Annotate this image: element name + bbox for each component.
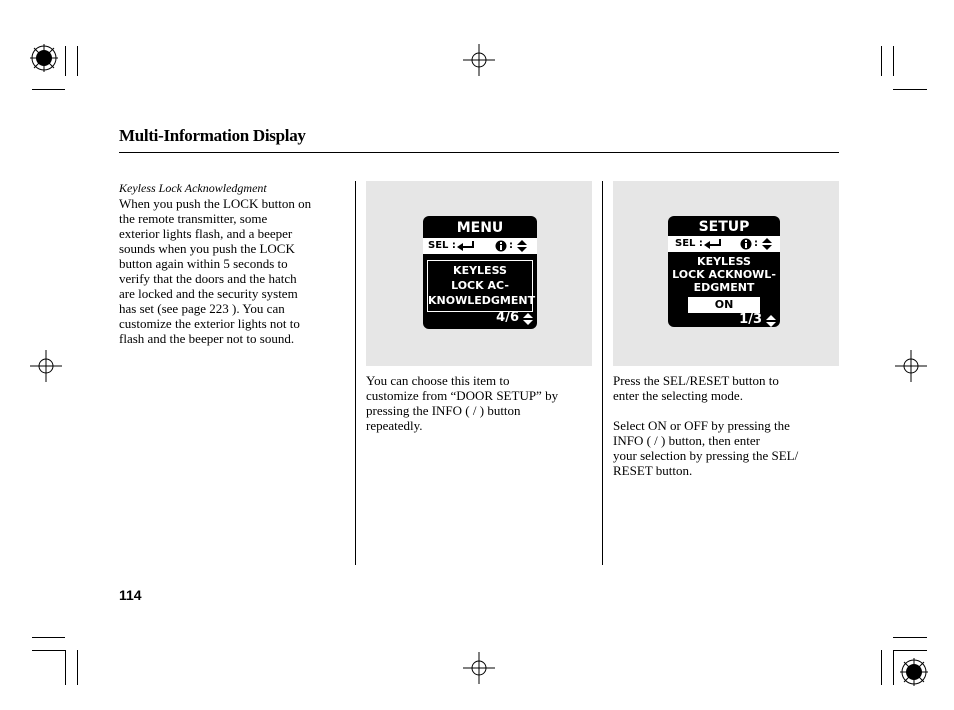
body-line: RESET button. (613, 463, 693, 478)
display-page-indicator: 4/6 (496, 310, 519, 325)
crosshair-mark-icon (463, 44, 495, 76)
info-icon (740, 238, 752, 250)
display-sel-bar (423, 238, 537, 254)
up-down-arrows-icon (523, 313, 533, 325)
info-icon (495, 240, 507, 252)
crop-mark (65, 46, 66, 76)
display-body-line: LOCK ACKNOWL- (672, 268, 776, 281)
crosshair-mark-icon (463, 652, 495, 684)
display-illustration-panel (613, 181, 839, 366)
body-line: the remote transmitter, some (119, 211, 268, 226)
crosshair-mark-icon (895, 350, 927, 382)
page-number: 114 (119, 587, 142, 603)
display-title: SETUP (698, 219, 750, 235)
crop-mark (65, 650, 66, 685)
body-line: flash and the beeper not to sound. (119, 331, 295, 346)
sel-label: SEL : (428, 240, 456, 251)
body-line: exterior lights flash, and a beeper (119, 226, 293, 241)
body-line: are locked and the security system (119, 286, 298, 301)
display-title: MENU (456, 220, 504, 236)
body-line: repeatedly. (366, 418, 423, 433)
crop-mark (881, 46, 882, 76)
body-line: INFO ( / ) button, then enter (613, 433, 760, 448)
display-body-line: KNOWLEDGMENT (428, 294, 536, 307)
column-divider (355, 181, 356, 565)
crop-mark (881, 650, 882, 685)
registration-starburst-icon (900, 658, 928, 686)
registration-starburst-icon (30, 44, 58, 72)
display-body-line: KEYLESS (697, 255, 751, 268)
up-down-arrows-icon (517, 240, 527, 252)
body-line: your selection by pressing the SEL/ (613, 448, 799, 463)
section-heading: Keyless Lock Acknowledgment (119, 181, 267, 195)
crop-mark (77, 650, 78, 685)
colon-separator: : (509, 240, 513, 251)
crosshair-mark-icon (30, 350, 62, 382)
page-title: Multi-Information Display (119, 126, 306, 145)
display-page-indicator: 1/3 (739, 312, 762, 327)
option-value-box: ON (688, 297, 760, 313)
up-down-arrows-icon (762, 238, 772, 250)
display-setting-name (670, 255, 778, 294)
display-body-line: KEYLESS (453, 264, 507, 277)
crop-mark (893, 650, 894, 685)
sel-label: SEL : (675, 238, 703, 249)
body-line: button again within 5 seconds to (119, 256, 288, 271)
right-column-text (613, 373, 845, 478)
display-body-line: EDGMENT (693, 281, 755, 294)
crop-mark (32, 637, 65, 638)
body-line: customize from “DOOR SETUP” by (366, 388, 559, 403)
crop-mark (893, 637, 927, 638)
middle-column-text (366, 373, 598, 433)
display-menu-item (427, 260, 536, 312)
info-display-screen (423, 216, 537, 329)
enter-arrow-icon (457, 241, 475, 251)
body-line: Press the SEL/RESET button to (613, 373, 779, 388)
body-line: has set (see page 223 ). You can (119, 301, 285, 316)
body-line: pressing the INFO ( / ) button (366, 403, 521, 418)
body-line: sounds when you push the LOCK (119, 241, 295, 256)
body-line: You can choose this item to (366, 373, 510, 388)
colon-separator: : (754, 238, 758, 249)
info-display-screen (668, 216, 780, 327)
display-body-line: LOCK AC- (451, 279, 509, 292)
display-illustration-panel (366, 181, 592, 366)
body-line: enter the selecting mode. (613, 388, 743, 403)
crop-mark (893, 650, 927, 651)
body-line: Select ON or OFF by pressing the (613, 418, 790, 433)
body-line: verify that the doors and the hatch (119, 271, 297, 286)
left-column-text (119, 181, 351, 346)
crop-mark (77, 46, 78, 76)
crop-mark (893, 46, 894, 76)
crop-mark (32, 89, 65, 90)
body-line: customize the exterior lights not to (119, 316, 300, 331)
body-line: When you push the LOCK button on (119, 196, 312, 211)
display-sel-bar (668, 236, 780, 252)
column-divider (602, 181, 603, 565)
enter-arrow-icon (704, 239, 722, 249)
up-down-arrows-icon (766, 315, 776, 327)
crop-mark (893, 89, 927, 90)
header-rule (119, 152, 839, 153)
crop-mark (32, 650, 65, 651)
